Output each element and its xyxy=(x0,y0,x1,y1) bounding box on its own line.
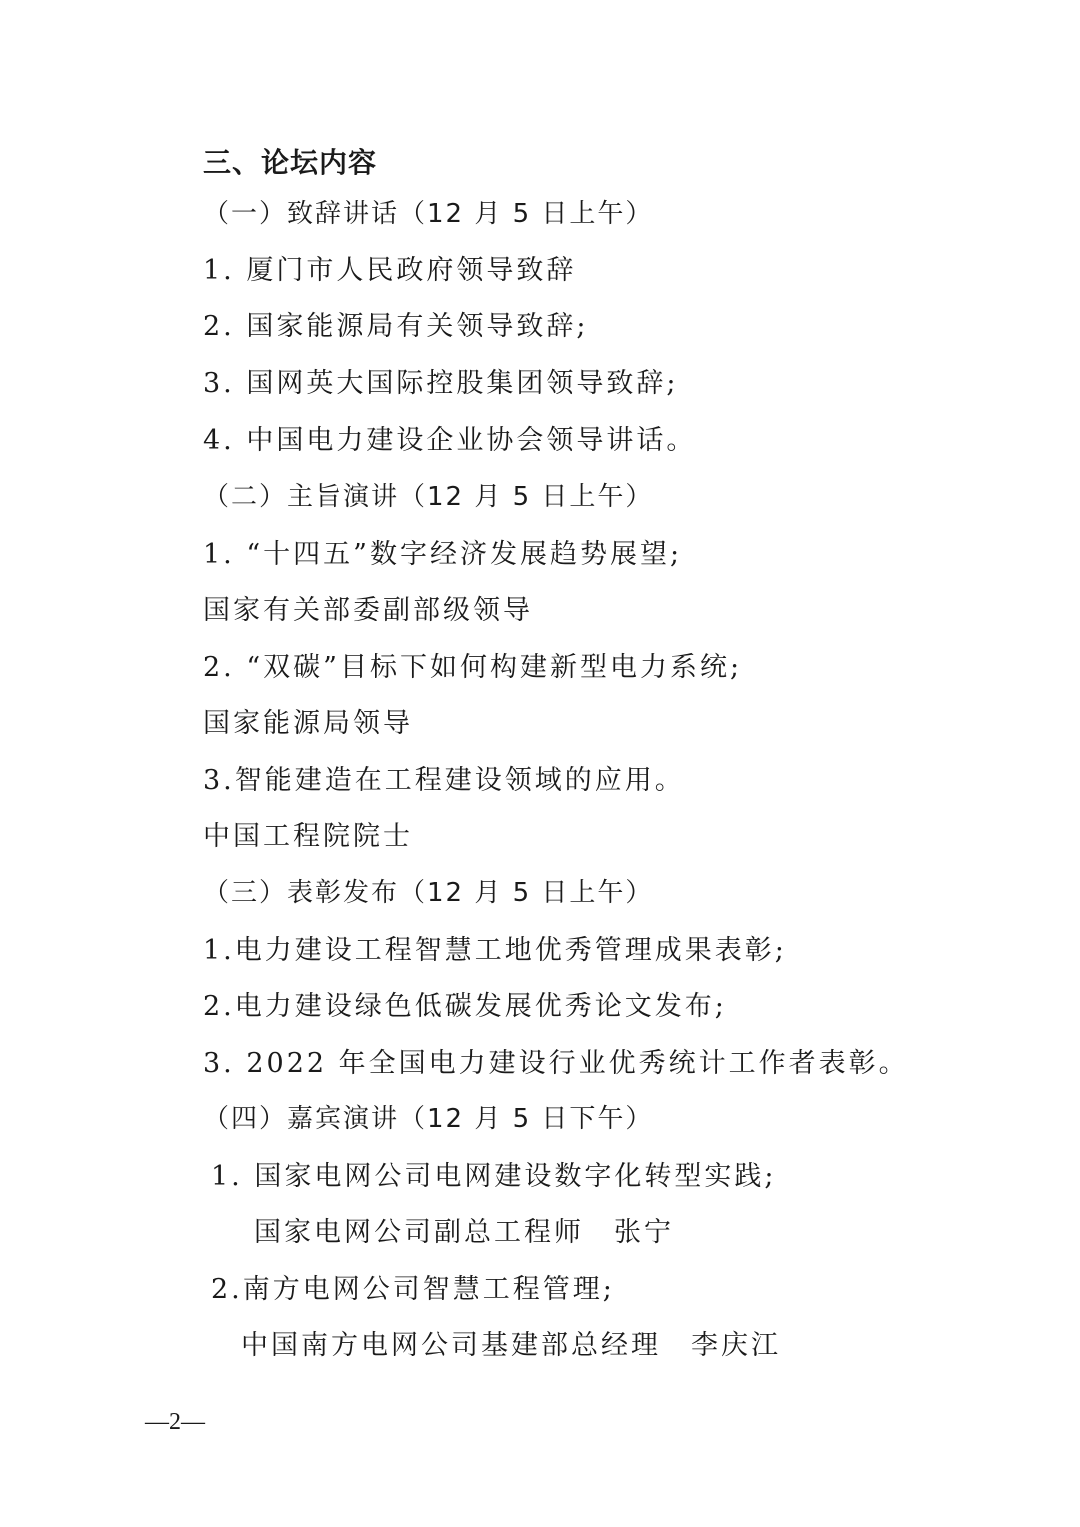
list-item: 中国工程院院士 xyxy=(203,821,413,852)
list-item: 国家有关部委副部级领导 xyxy=(203,595,533,626)
page-number: —2— xyxy=(145,1409,205,1435)
list-item: 3. 国网英大国际控股集团领导致辞; xyxy=(203,368,679,399)
list-item: 3.智能建造在工程建设领域的应用。 xyxy=(203,765,685,796)
subsection-heading-1: （一）致辞讲话（12 月 5 日上午） xyxy=(203,199,654,229)
list-item: 3. 2022 年全国电力建设行业优秀统计工作者表彰。 xyxy=(203,1048,909,1079)
list-item: 2.南方电网公司智慧工程管理; xyxy=(211,1274,615,1305)
list-item: 1.电力建设工程智慧工地优秀管理成果表彰; xyxy=(203,935,787,966)
section-title: 三、论坛内容 xyxy=(203,146,378,179)
subsection-heading-2: （二）主旨演讲（12 月 5 日上午） xyxy=(203,482,654,512)
subsection-heading-3: （三）表彰发布（12 月 5 日上午） xyxy=(203,878,654,908)
list-item: 2. “双碳”目标下如何构建新型电力系统; xyxy=(203,652,743,683)
subsection-heading-4: （四）嘉宾演讲（12 月 5 日下午） xyxy=(203,1104,654,1134)
list-item: 2.电力建设绿色低碳发展优秀论文发布; xyxy=(203,991,727,1022)
list-item: 2. 国家能源局有关领导致辞; xyxy=(203,311,589,342)
list-item: 国家能源局领导 xyxy=(203,708,413,739)
list-item: 1. “十四五”数字经济发展趋势展望; xyxy=(203,539,683,570)
list-item: 中国南方电网公司基建部总经理 李庆江 xyxy=(241,1330,781,1361)
list-item: 4. 中国电力建设企业协会领导讲话。 xyxy=(203,425,697,456)
list-item: 国家电网公司副总工程师 张宁 xyxy=(254,1217,674,1248)
list-item: 1. 国家电网公司电网建设数字化转型实践; xyxy=(211,1161,777,1192)
list-item: 1. 厦门市人民政府领导致辞 xyxy=(203,255,577,286)
